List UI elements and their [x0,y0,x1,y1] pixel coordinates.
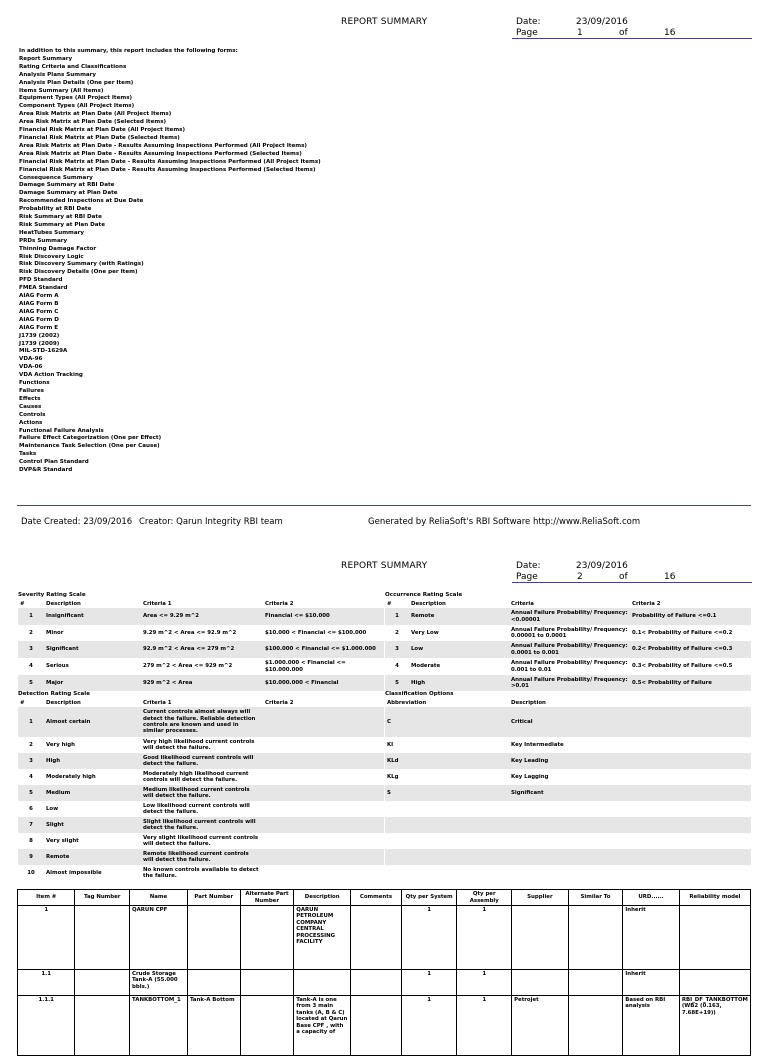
detection-row [18,801,384,817]
form-list-item: PFD Standard [19,277,63,284]
items-cell: RBI_DF_TANKBOTTOM (WB2 (0.163, 7.68E+19)) [679,996,750,1056]
page1-page-number: 1 [577,28,583,38]
form-list-item: Effects [19,395,41,402]
occurrence-cell: 3 [395,646,399,653]
form-list-item: AIAG Form D [19,316,59,323]
classification-row [385,769,751,785]
occurrence-cell: Low [411,646,424,653]
detection-cell: High [46,757,61,764]
classification-cell [385,849,509,865]
classification-row [385,753,751,769]
detection-table [18,699,384,881]
col-header: Criteria 1 [143,699,172,706]
occurrence-table [385,600,751,691]
classification-cell [385,865,509,881]
col-header: Description [46,699,81,706]
form-list-item: Report Summary [19,55,73,62]
items-cell [240,970,294,996]
items-cell: 1 [401,996,457,1056]
severity-cell: Insignificant [46,613,84,620]
classification-row [385,737,751,753]
classification-row [385,707,751,737]
page1-page-total: 16 [664,28,676,38]
classification-cell: Key Lagging [511,773,549,780]
items-cell [187,906,240,970]
form-list-item: Items Summary (All Items) [19,87,104,94]
items-cell: 1 [457,996,512,1056]
items-cell: Inherit [623,906,680,970]
items-cell: 1 [18,906,75,970]
classification-cell: KLd [387,757,399,764]
occurrence-cell: Very Low [411,629,439,636]
detection-cell: Medium likelihood current controls will detect the failure. [143,786,250,799]
severity-cell: 92.9 m^2 < Area <= 279 m^2 [143,646,235,653]
detection-row [18,865,384,881]
items-col-header: Reliability model [679,890,750,906]
detection-cell [263,737,384,753]
severity-title: Severity Rating Scale [18,592,86,598]
classification-cell [509,849,751,865]
form-list-item: J1739 (2009) [19,340,60,347]
form-list-item: Area Risk Matrix at Plan Date (All Project Items) [19,111,172,118]
form-list-item: Equipment Types (All Project Items) [19,95,133,102]
items-col-header: Supplier [512,890,569,906]
page1-footer-rule [17,505,751,506]
form-list-item: Tasks [19,451,37,458]
occurrence-cell: 0.5< Probability of Failure [632,679,712,686]
page1-page-label: Page [516,28,538,38]
items-col-header: Qty per System [401,890,457,906]
items-cell: Tank-A Bottom [187,996,240,1056]
items-cell [240,906,294,970]
detection-row [18,785,384,801]
form-list-item: Financial Risk Matrix at Plan Date (Selected Items) [19,134,180,141]
form-list-item: DVP&R Standard [19,467,73,474]
detection-cell: 5 [29,789,33,796]
detection-cell [263,769,384,785]
form-list-item: Area Risk Matrix at Plan Date - Results Assuming Inspections Performed (Selected Items) [19,150,302,157]
detection-cell [263,865,384,881]
items-cell: 1.1 [18,970,75,996]
severity-cell: 2 [29,629,33,636]
form-list-item: Probability at RBI Date [19,206,92,213]
items-cell [187,970,240,996]
items-cell: Inherit [623,970,680,996]
footer-creator: Creator: Qarun Integrity RBI team [139,517,283,527]
form-list-item: PRDs Summary [19,237,68,244]
detection-cell [263,753,384,769]
items-cell [512,906,569,970]
items-cell [75,906,130,970]
form-list-item: Financial Risk Matrix at Plan Date - Results Assuming Inspections Performed (All Project Items) [19,158,321,165]
form-list-item: Financial Risk Matrix at Plan Date (All Project Items) [19,127,186,134]
items-cell [351,996,402,1056]
classification-cell: Key Leading [511,757,549,764]
form-list-item: Rating Criteria and Classifications [19,63,127,70]
col-header: Description [511,699,546,706]
classification-cell [385,817,509,833]
form-list-item: AIAG Form B [19,301,59,307]
form-list-item: VDA-96 [19,356,43,363]
form-list-item: Functions [19,380,50,387]
detection-cell: 9 [29,853,33,860]
detection-cell: 4 [29,773,33,780]
col-header: Description [46,600,81,607]
severity-row [18,658,384,675]
detection-cell [263,801,384,817]
detection-cell: Low likelihood current controls will detect the failure. [143,802,250,815]
form-list-item: Consequence Summary [19,174,93,181]
page1-header-rule [512,38,752,39]
detection-cell [263,707,384,737]
footer-date-created: Date Created: 23/09/2016 [21,517,133,527]
form-list-item: J1739 (2002) [19,332,60,339]
footer-generated-by: Generated by ReliaSoft's RBI Software http://www.ReliaSoft.com [368,517,641,527]
form-list-item: Recommended Inspections at Due Date [19,198,144,205]
form-list-item: Damage Summary at Plan Date [19,190,118,197]
col-header: Description [411,600,446,607]
detection-cell [263,833,384,849]
form-list-item: Risk Summary at RBI Date [19,214,102,221]
page2-page-total: 16 [664,572,676,582]
items-cell: Tank-A is one from 3 main tanks (A, B & C) located at Qarun Base CPF , with a capacity of [294,996,351,1056]
occurrence-cell: 0.3< Probability of Failure <=0.5 [632,663,733,670]
page1-date-value: 23/09/2016 [576,17,628,27]
detection-cell: 7 [29,821,33,828]
severity-cell: 9.29 m^2 < Area <= 92.9 m^2 [143,629,237,636]
occurrence-cell: Probability of Failure <=0.1 [632,613,717,620]
form-list-item: Financial Risk Matrix at Plan Date - Results Assuming Inspections Performed (Selected Items) [19,166,316,173]
occurrence-cell: Moderate [411,663,441,670]
page2-date-label: Date: [516,561,541,571]
detection-cell: Almost impossible [46,869,102,876]
severity-cell: 3 [29,646,33,653]
items-cell: QARUN CPF [130,906,188,970]
col-header: Criteria 2 [632,600,661,607]
classification-cell [385,801,509,817]
form-list-item: Failures [19,387,44,394]
detection-row [18,817,384,833]
page1-date-label: Date: [516,17,541,27]
occurrence-cell: Remote [411,613,435,620]
occurrence-row [385,658,751,675]
detection-cell: Remote likelihood current controls will detect the failure. [143,850,249,863]
items-row [18,970,751,996]
detection-cell: Current controls almost always will detect the failure. Reliable detection controls are known and used in similar processes. [143,709,256,735]
detection-row [18,753,384,769]
detection-row [18,833,384,849]
items-col-header: Name [130,890,188,906]
items-col-header: Part Number [187,890,240,906]
detection-cell: No known controls available to detect the failure. [143,866,259,879]
severity-cell: $10.000.000 < Financial [265,679,339,686]
form-list-item: Area Risk Matrix at Plan Date - Results Assuming Inspections Performed (All Project Items) [19,142,307,149]
classification-cell: Significant [511,789,544,796]
classification-empty-row [385,849,751,865]
classification-empty-row [385,817,751,833]
classification-cell [509,865,751,881]
page2-report-title: REPORT SUMMARY [341,561,428,571]
page1-report-title: REPORT SUMMARY [341,17,428,27]
form-list-item: Controls [19,411,46,418]
severity-cell: Area <= 9.29 m^2 [143,613,199,620]
severity-cell: $1.000.000 < Financial <= $10.000.000 [265,660,346,673]
severity-row [18,608,384,625]
detection-cell: Slight likelihood current controls will detect the failure. [143,818,256,831]
items-cell [351,970,402,996]
page2-page-number: 2 [577,572,583,582]
form-list-item: FMEA Standard [19,285,68,292]
items-cell [679,970,750,996]
occurrence-cell: 4 [395,663,399,670]
items-cell: TANKBOTTOM_1 [130,996,188,1056]
detection-cell: 6 [29,805,33,812]
detection-cell [263,849,384,865]
severity-cell: 5 [29,679,33,686]
items-cell: QARUN PETROLEUM COMPANY CENTRAL PROCESSING FACILITY [294,906,351,970]
items-col-header: Comments [351,890,402,906]
items-col-header: URD...... [623,890,680,906]
severity-cell: $10.000 < Financial <= $100.000 [265,629,367,636]
detection-cell [263,785,384,801]
detection-cell: Very high likelihood current controls will detect the failure. [143,738,255,751]
form-list-item: Maintenance Task Selection (One per Cause) [19,443,160,450]
severity-cell: Significant [46,646,79,653]
detection-cell: Low [46,805,59,812]
detection-cell: Good likelihood current controls will detect the failure. [143,754,254,767]
form-list-item: VDA Action Tracking [19,372,83,379]
detection-cell: 2 [29,741,33,748]
items-row [18,906,751,970]
classification-cell: C [387,718,391,725]
form-list-item: Damage Summary at RBI Date [19,182,115,189]
page2-date-value: 23/09/2016 [576,561,628,571]
col-header: Criteria 2 [265,699,294,706]
form-list-item: Component Types (All Project Items) [19,103,135,110]
form-list-item: AIAG Form E [19,324,59,331]
occurrence-cell: 1 [395,613,399,620]
items-cell [240,996,294,1056]
form-list-item: Analysis Plans Summary [19,71,97,78]
severity-cell: Minor [46,629,64,636]
occurrence-cell: 0.2< Probability of Failure <=0.3 [632,646,733,653]
classification-title: Classification Options [385,691,454,697]
page2-of-label: of [619,572,628,582]
classification-cell: Key Intermediate [511,741,564,748]
items-row [18,996,751,1056]
items-cell: Crude Storage Tank-A (55.000 bbls.) [130,970,188,996]
occurrence-cell: Annual Failure Probability/ Frequency: 0.00001 to 0.0001 [511,626,628,639]
items-cell [512,970,569,996]
detection-cell: Slight [46,821,64,828]
detection-header-row [18,699,384,707]
occurrence-row [385,608,751,625]
occurrence-cell: Annual Failure Probability/ Frequency: 0.0001 to 0.001 [511,643,628,656]
occurrence-row [385,625,751,641]
items-col-header: Alternate Part Number [240,890,294,906]
severity-cell: $100.000 < Financial <= $1.000.000 [265,646,376,653]
occurrence-header-row [385,600,751,608]
classification-row [385,785,751,801]
items-cell: 1 [401,906,457,970]
classification-cell [509,833,751,849]
items-table [17,889,751,1056]
classification-cell [385,833,509,849]
detection-row [18,707,384,737]
occurrence-cell: Annual Failure Probability/ Frequency: 0.001 to 0.01 [511,660,628,673]
detection-cell: Almost certain [46,718,91,725]
classification-cell: KI [387,741,394,748]
classification-empty-row [385,865,751,881]
items-header-row [18,890,751,906]
items-cell [351,906,402,970]
occurrence-cell: 5 [395,679,399,686]
items-col-header: Similar To [568,890,623,906]
detection-cell: 1 [29,718,33,725]
classification-table [385,699,751,881]
classification-empty-row [385,801,751,817]
form-list-item: Risk Discovery Details (One per Item) [19,269,138,276]
severity-table [18,600,384,691]
detection-cell: Remote [46,853,70,860]
detection-cell: Very slight [46,837,79,844]
classification-cell [509,801,751,817]
form-list-item: Area Risk Matrix at Plan Date (Selected Items) [19,119,167,126]
items-cell: 1 [457,906,512,970]
items-cell [568,970,623,996]
items-col-header: Item # [18,890,75,906]
col-header: Criteria 1 [143,600,172,607]
detection-cell: Very high [46,741,75,748]
form-list-item: Failure Effect Categorization (One per Effect) [19,435,162,442]
occurrence-row [385,641,751,658]
severity-row [18,625,384,641]
items-cell [75,996,130,1056]
classification-header-row [385,699,751,707]
severity-cell: 279 m^2 < Area <= 929 m^2 [143,663,233,670]
col-header: Abbreviation [387,699,427,706]
classification-cell: KLg [387,773,399,780]
detection-cell [263,817,384,833]
forms-items [19,56,321,475]
form-list-item: Risk Summary at Plan Date [19,221,106,228]
form-list-item: Control Plan Standard [19,459,89,466]
col-header: # [20,699,25,706]
form-list-item: Causes [19,403,42,410]
detection-title: Detection Rating Scale [18,691,91,697]
detection-cell: 3 [29,757,33,764]
page2-page-label: Page [516,572,538,582]
items-cell [294,970,351,996]
detection-cell: 10 [27,869,35,876]
items-col-header: Qty per Assembly [457,890,512,906]
detection-row [18,849,384,865]
form-list-item: HeatTubes Summary [19,229,85,236]
form-list-item: Risk Discovery Summary (with Ratings) [19,261,144,268]
occurrence-cell: Annual Failure Probability/ Frequency: >0.01 [511,676,628,689]
items-col-header: Description [294,890,351,906]
items-cell [679,906,750,970]
col-header: Criteria 2 [265,600,294,607]
form-list-item: VDA-06 [19,364,43,371]
form-list-item: Thinning Damage Factor [19,245,97,252]
severity-cell: Serious [46,663,69,670]
form-list-item: Functional Failure Analysis [19,427,104,434]
items-cell: 1 [401,970,457,996]
page2-header-rule [512,582,752,583]
form-list-item: MIL-STD-1629A [19,348,68,355]
detection-row [18,769,384,785]
col-header: Criteria [511,600,534,607]
form-list-item: Actions [19,419,43,426]
detection-cell: Medium [46,789,71,796]
occurrence-cell: 2 [395,629,399,636]
page1-of-label: of [619,28,628,38]
severity-cell: Major [46,679,64,686]
items-cell: Petrojet [512,996,569,1056]
form-list-item: Analysis Plan Details (One per Item) [19,79,134,86]
severity-cell: 4 [29,663,33,670]
detection-cell: 8 [29,837,33,844]
form-list-item: Risk Discovery Logic [19,253,84,260]
occurrence-title: Occurrence Rating Scale [385,592,463,598]
form-list-item: AIAG Form C [19,308,59,315]
classification-empty-row [385,833,751,849]
items-cell: Based on RBI analysis [623,996,680,1056]
items-cell [568,906,623,970]
detection-cell: Moderately high likelihood current controls will detect the failure. [143,770,249,783]
detection-cell: Very slight likelihood current controls will detect the failure. [143,834,259,847]
occurrence-row [385,675,751,691]
items-cell [568,996,623,1056]
items-col-header: Tag Number [75,890,130,906]
col-header: # [20,600,25,607]
classification-cell: Critical [511,718,533,725]
occurrence-cell: 0.1< Probability of Failure <=0.2 [632,629,733,636]
forms-intro-heading: In addition to this summary, this report includes the following forms: [19,48,238,54]
detection-row [18,737,384,753]
severity-cell: Financial <= $10.000 [265,613,330,620]
severity-cell: 929 m^2 < Area [143,679,193,686]
form-list-item: AIAG Form A [19,293,59,300]
occurrence-cell: Annual Failure Probability/ Frequency: <0.00001 [511,610,628,623]
occurrence-cell: High [411,679,426,686]
forms-list [19,48,321,475]
severity-cell: 1 [29,613,33,620]
detection-cell: Moderately high [46,773,96,780]
severity-row [18,641,384,658]
items-cell: 1 [457,970,512,996]
col-header: # [387,600,392,607]
classification-cell: S [387,789,391,796]
items-cell: 1.1.1 [18,996,75,1056]
severity-row [18,675,384,691]
severity-header-row [18,600,384,608]
items-cell [75,970,130,996]
classification-cell [509,817,751,833]
